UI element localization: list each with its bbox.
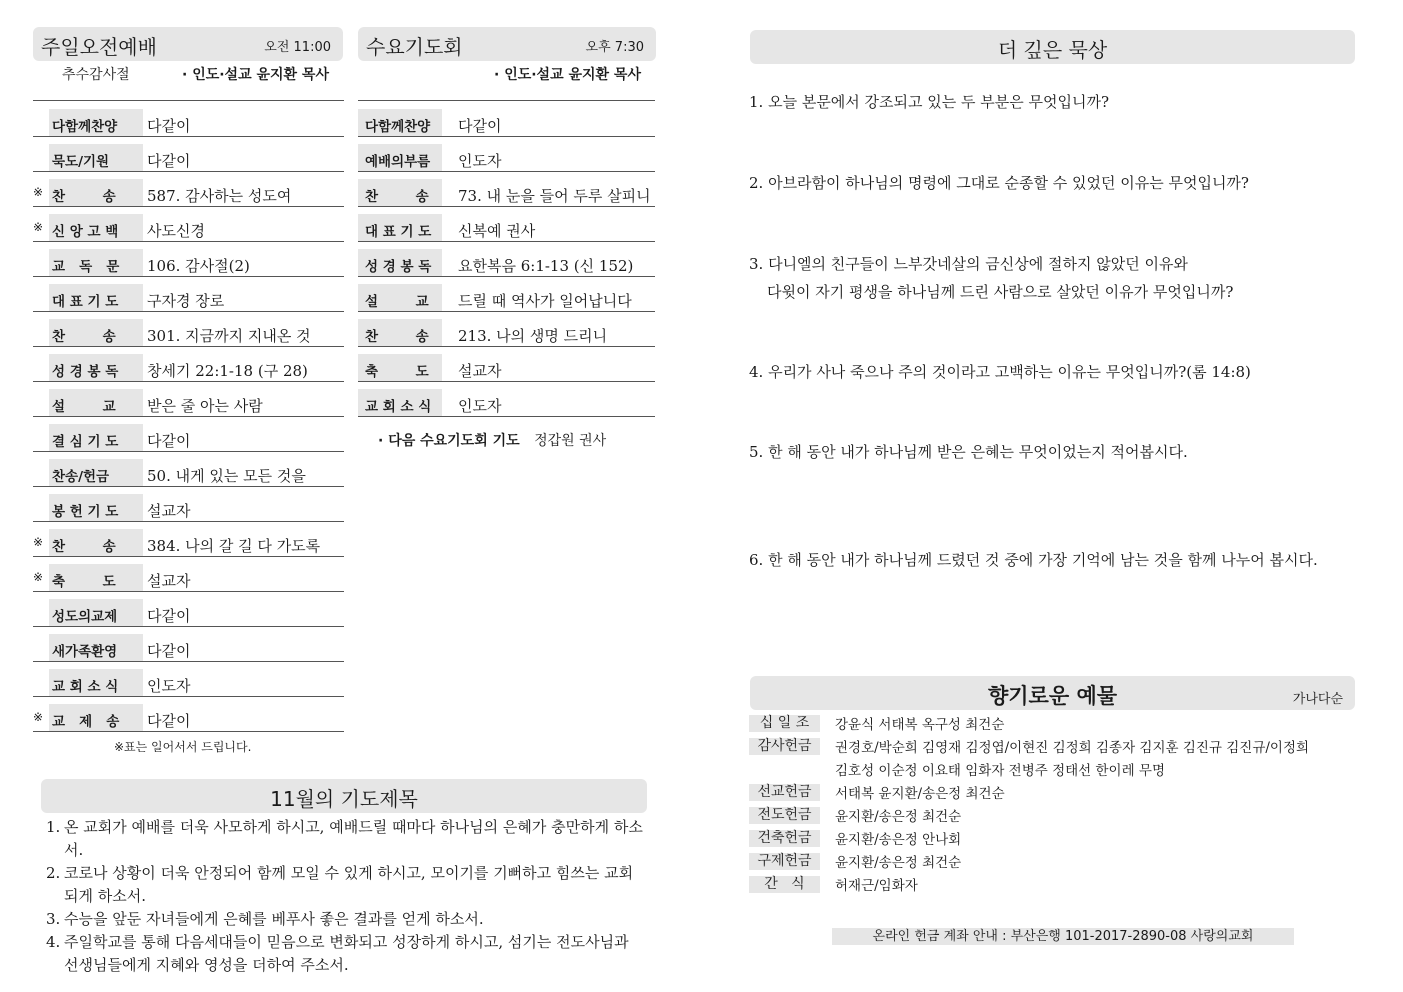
offering-category: 십 일 조	[749, 715, 820, 732]
offering-row	[749, 805, 1354, 828]
order-label: 대 표 기 도	[49, 284, 143, 311]
order-value: 받은 줄 아는 사람	[147, 397, 263, 415]
order-label: 교 회 소 식	[358, 389, 442, 416]
order-value: 73. 내 눈을 들어 두루 살피니	[458, 187, 651, 205]
order-value: 드릴 때 역사가 일어납니다	[458, 292, 632, 310]
order-label: 다함께찬양	[358, 109, 442, 136]
order-row	[33, 452, 344, 487]
standing-mark: ※	[33, 535, 44, 549]
offering-row	[749, 713, 1354, 736]
order-label: 설 교	[49, 389, 143, 416]
sunday-leader: · 인도·설교 윤지환 목사	[182, 67, 329, 83]
sunday-service-header	[33, 27, 343, 61]
order-value: 다같이	[147, 152, 191, 170]
order-value: 인도자	[458, 397, 502, 415]
offering-row	[749, 828, 1354, 851]
offering-list	[749, 713, 1354, 897]
standing-mark: ※	[33, 220, 44, 234]
order-value: 301. 지금까지 지내온 것	[147, 327, 311, 345]
offering-names: 윤지환/송은정 최건순	[835, 855, 962, 871]
offering-row	[749, 759, 1354, 782]
prayer-item-number: 3.	[46, 910, 61, 928]
order-value: 다같이	[147, 712, 191, 730]
order-label: 설 교	[358, 284, 442, 311]
order-row	[358, 277, 655, 312]
question-3-cont: 다윗이 자기 평생을 하나님께 드린 사람으로 살았던 이유가 무엇입니까?	[767, 283, 1234, 301]
order-value: 설교자	[147, 572, 191, 590]
account-info: 온라인 헌금 계좌 안내 : 부산은행 101-2017-2890-08 사랑의교회	[832, 928, 1294, 945]
order-row	[33, 347, 344, 382]
prayer-topics-header	[41, 779, 647, 813]
order-label: 찬송/헌금	[49, 459, 143, 486]
order-label: 봉 헌 기 도	[49, 494, 143, 521]
order-row	[33, 522, 344, 557]
order-label: 신 앙 고 백	[49, 214, 143, 241]
order-label: 찬 송	[49, 319, 143, 346]
order-label: 성 경 봉 독	[49, 354, 143, 381]
next-prayer-label: · 다음 수요기도회 기도	[378, 433, 520, 449]
prayer-item-text: 코로나 상황이 더욱 안정되어 함께 모일 수 있게 하시고, 모이기를 기뻐하고 힘쓰는 교회 되게 하소서.	[64, 864, 634, 905]
offering-category: 구제헌금	[749, 853, 820, 870]
offering-names: 윤지환/송은정 안나회	[835, 832, 962, 848]
sunday-service-title: 주일오전예배	[41, 35, 157, 59]
order-value: 구자경 장로	[147, 292, 225, 310]
order-value: 50. 내게 있는 모든 것을	[147, 467, 306, 485]
order-value: 다같이	[147, 607, 191, 625]
order-label: 교 회 소 식	[49, 669, 143, 696]
order-row	[33, 487, 344, 522]
wednesday-top-rule	[358, 100, 655, 101]
order-row	[33, 697, 344, 732]
order-value: 요한복음 6:1-13 (신 152)	[458, 257, 634, 275]
order-label: 찬 송	[49, 179, 143, 206]
offering-category: 감사헌금	[749, 738, 820, 755]
row-rule	[358, 416, 655, 417]
question-6: 6. 한 해 동안 내가 하나님께 드렸던 것 중에 가장 기억에 남는 것을 함께 나누어 봅시다.	[749, 551, 1318, 569]
sunday-top-rule	[33, 100, 344, 101]
order-label: 찬 송	[358, 179, 442, 206]
wednesday-order-list	[358, 102, 655, 417]
sunday-occasion: 추수감사절	[62, 67, 130, 83]
order-value: 384. 나의 갈 길 다 가도록	[147, 537, 321, 555]
offering-names: 윤지환/송은정 최건순	[835, 809, 962, 825]
order-value: 신복예 권사	[458, 222, 536, 240]
order-row	[358, 172, 655, 207]
order-row	[33, 277, 344, 312]
order-label: 찬 송	[358, 319, 442, 346]
order-row	[33, 557, 344, 592]
prayer-topics-list	[46, 816, 646, 977]
question-3: 3. 다니엘의 친구들이 느부갓네살의 금신상에 절하지 않았던 이유와	[749, 255, 1188, 273]
prayer-item-text: 온 교회가 예배를 더욱 사모하게 하시고, 예배드릴 때마다 하나님의 은혜가 충만하게 하소서.	[64, 818, 643, 859]
order-value: 설교자	[147, 502, 191, 520]
order-value: 창세기 22:1-18 (구 28)	[147, 362, 308, 380]
question-4: 4. 우리가 사나 죽으나 주의 것이라고 고백하는 이유는 무엇입니까?(롬 14:8)	[749, 363, 1251, 381]
prayer-item	[46, 862, 646, 908]
order-value: 다같이	[147, 117, 191, 135]
standing-note: ※표는 일어서서 드립니다.	[114, 740, 252, 754]
order-row	[358, 102, 655, 137]
order-row	[33, 102, 344, 137]
order-row	[33, 312, 344, 347]
sunday-order-list	[33, 102, 344, 732]
prayer-topics-title: 11월의 기도제목	[270, 787, 418, 811]
order-row	[358, 207, 655, 242]
standing-mark: ※	[33, 710, 44, 724]
order-label: 축 도	[358, 354, 442, 381]
wednesday-leader: · 인도·설교 윤지환 목사	[494, 67, 641, 83]
order-label: 성 경 봉 독	[358, 249, 442, 276]
order-label: 교 독 문	[49, 249, 143, 276]
order-label: 축 도	[49, 564, 143, 591]
row-rule	[33, 731, 344, 732]
order-row	[358, 312, 655, 347]
order-row	[358, 382, 655, 417]
order-value: 다같이	[147, 432, 191, 450]
meditation-header	[750, 30, 1355, 64]
order-label: 예배의부름	[358, 144, 442, 171]
offering-header	[750, 676, 1355, 710]
prayer-item-number: 1.	[46, 818, 61, 836]
order-label: 묵도/기원	[49, 144, 143, 171]
order-row	[358, 347, 655, 382]
offering-names: 서태복 윤지환/송은정 최건순	[835, 786, 1005, 802]
question-2: 2. 아브라함이 하나님의 명령에 그대로 순종할 수 있었던 이유는 무엇입니까?	[749, 174, 1249, 192]
standing-mark: ※	[33, 185, 44, 199]
prayer-item	[46, 931, 646, 977]
offering-names: 강윤식 서태복 옥구성 최건순	[835, 717, 1005, 733]
order-row	[33, 137, 344, 172]
offering-names: 김호성 이순정 이요태 임화자 전병주 정태선 한이레 무명	[835, 763, 1165, 779]
standing-mark: ※	[33, 570, 44, 584]
next-prayer-name: 정갑원 권사	[534, 433, 607, 449]
wednesday-service-header	[358, 27, 656, 61]
offering-row	[749, 851, 1354, 874]
sunday-service-time: 오전 11:00	[264, 40, 331, 55]
prayer-item-text: 주일학교를 통해 다음세대들이 믿음으로 변화되고 성장하게 하시고, 섬기는 전도사님과 선생님들에게 지혜와 영성을 더하여 주소서.	[64, 933, 629, 974]
order-value: 다같이	[147, 642, 191, 660]
order-label: 교 제 송	[49, 704, 143, 731]
order-label: 다함께찬양	[49, 109, 143, 136]
order-label: 결 심 기 도	[49, 424, 143, 451]
order-value: 사도신경	[147, 222, 205, 240]
order-row	[358, 137, 655, 172]
order-row	[33, 242, 344, 277]
question-5: 5. 한 해 동안 내가 하나님께 받은 은혜는 무엇이었는지 적어봅시다.	[749, 443, 1188, 461]
order-value: 인도자	[458, 152, 502, 170]
order-row	[33, 382, 344, 417]
order-value: 213. 나의 생명 드리니	[458, 327, 608, 345]
order-label: 성도의교제	[49, 599, 143, 626]
meditation-title: 더 깊은 묵상	[997, 38, 1108, 62]
offering-category: 건축헌금	[749, 830, 820, 847]
order-label: 대 표 기 도	[358, 214, 442, 241]
offering-names: 허재근/임화자	[835, 878, 918, 894]
offering-row	[749, 874, 1354, 897]
order-row	[33, 627, 344, 662]
offering-title: 향기로운 예물	[987, 684, 1118, 708]
order-row	[33, 172, 344, 207]
order-row	[33, 417, 344, 452]
wednesday-service-title: 수요기도회	[366, 35, 463, 59]
order-label: 새가족환영	[49, 634, 143, 661]
offering-row	[749, 736, 1354, 759]
order-value: 설교자	[458, 362, 502, 380]
order-row	[33, 592, 344, 627]
order-row	[358, 242, 655, 277]
wednesday-service-time: 오후 7:30	[585, 40, 644, 55]
offering-names: 권경호/박순희 김영재 김정엽/이현진 김정희 김종자 김지훈 김진규 김진규/이정희	[835, 740, 1310, 756]
prayer-item-number: 2.	[46, 864, 61, 882]
prayer-item-number: 4.	[46, 933, 61, 951]
offering-category: 선교헌금	[749, 784, 820, 801]
prayer-item-text: 수능을 앞둔 자녀들에게 은혜를 베푸사 좋은 결과를 얻게 하소서.	[64, 910, 484, 928]
offering-order-note: 가나다순	[1292, 692, 1343, 707]
order-label: 찬 송	[49, 529, 143, 556]
prayer-item	[46, 908, 646, 931]
offering-category: 간 식	[749, 876, 820, 893]
next-prayer	[378, 430, 606, 450]
order-value: 다같이	[458, 117, 502, 135]
order-value: 인도자	[147, 677, 191, 695]
prayer-item	[46, 816, 646, 862]
offering-category: 전도헌금	[749, 807, 820, 824]
question-1: 1. 오늘 본문에서 강조되고 있는 두 부분은 무엇입니까?	[749, 93, 1110, 111]
order-value: 106. 감사절(2)	[147, 257, 250, 275]
order-value: 587. 감사하는 성도여	[147, 187, 292, 205]
order-row	[33, 207, 344, 242]
order-row	[33, 662, 344, 697]
offering-row	[749, 782, 1354, 805]
